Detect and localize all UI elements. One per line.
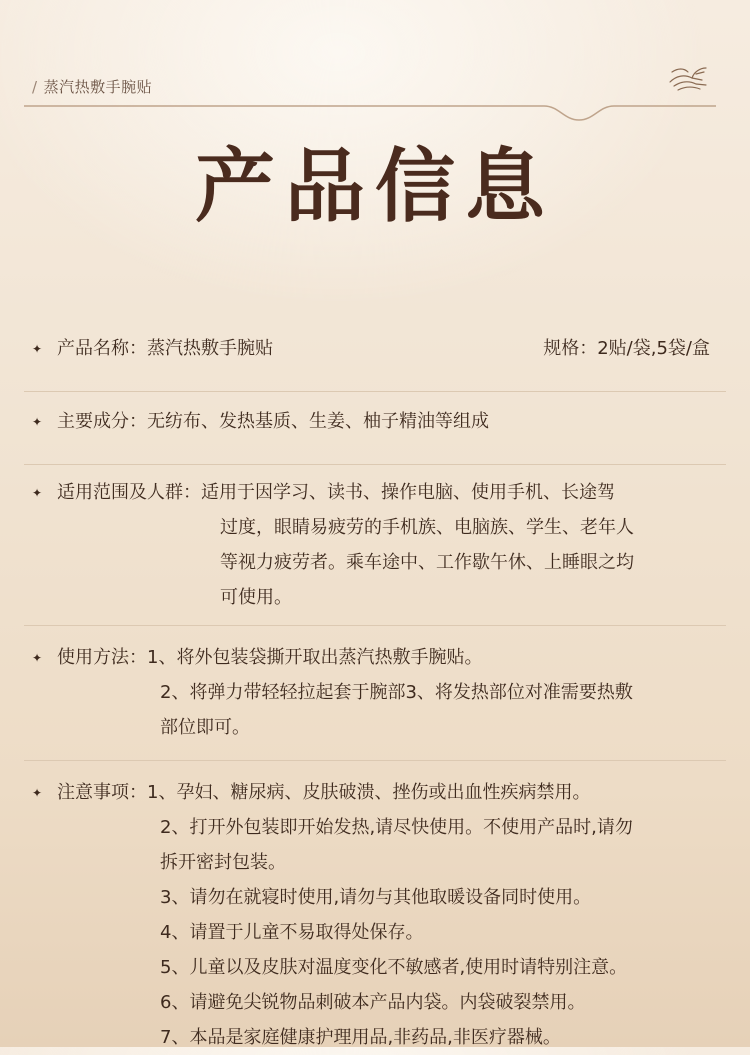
- notes-line: 7、本品是家庭健康护理用品,非药品,非医疗器械。: [160, 1027, 561, 1048]
- top-header: [24, 68, 716, 128]
- ingredients-row: [0, 392, 750, 464]
- notes-line: 6、请避免尖锐物品刺破本产品内袋。内袋破裂禁用。: [160, 992, 586, 1013]
- usage-line: 部位即可。: [160, 717, 250, 738]
- usage-line: 1、将外包装袋撕开取出蒸汽热敷手腕贴。: [147, 647, 483, 668]
- product-name-value: 蒸汽热敷手腕贴: [147, 338, 273, 359]
- notes-line: 5、儿童以及皮肤对温度变化不敏感者,使用时请特别注意。: [160, 957, 628, 978]
- product-name-row: [0, 318, 750, 391]
- notes-row: [0, 761, 750, 1055]
- scope-line: 等视力疲劳者。乘车途中、工作歇午休、上睡眼之均: [220, 552, 634, 573]
- notes-label: 注意事项：: [57, 782, 147, 803]
- brand-name: 蒸汽热敷手腕贴: [43, 78, 153, 96]
- notes-line: 4、请置于儿童不易取得处保存。: [160, 922, 424, 943]
- notes-line: 3、请勿在就寝时使用,请勿与其他取暖设备同时使用。: [160, 887, 592, 908]
- product-name-label: 产品名称：: [57, 338, 147, 359]
- usage-row: [0, 626, 750, 760]
- ingredients-label: 主要成分：: [57, 411, 147, 432]
- header-divider: [24, 102, 716, 124]
- bullet-icon: ✦: [32, 651, 43, 665]
- spec-value: 规格：2贴/袋,5袋/盒: [543, 338, 710, 359]
- scope-row: [0, 465, 750, 625]
- scope-line: 可使用。: [220, 587, 292, 608]
- page-title: 产品信息: [195, 140, 555, 233]
- hands-icon: [666, 62, 712, 96]
- usage-line: 2、将弹力带轻轻拉起套于腕部3、将发热部位对准需要热敷: [160, 682, 633, 703]
- bullet-icon: ✦: [32, 342, 43, 356]
- scope-label: 适用范围及人群：: [57, 482, 201, 503]
- info-list: [0, 318, 750, 1055]
- brand-label: / 蒸汽热敷手腕贴: [32, 78, 153, 96]
- scope-line: 适用于因学习、读书、操作电脑、使用手机、长途驾: [201, 482, 615, 503]
- bullet-icon: ✦: [32, 415, 43, 429]
- bullet-icon: ✦: [32, 786, 43, 800]
- bullet-icon: ✦: [32, 486, 43, 500]
- notes-line: 拆开密封包装。: [160, 852, 286, 873]
- usage-label: 使用方法：: [57, 647, 147, 668]
- ingredients-value: 无纺布、发热基质、生姜、柚子精油等组成: [147, 411, 489, 432]
- scope-line: 过度，眼睛易疲劳的手机族、电脑族、学生、老年人: [220, 517, 634, 538]
- notes-line: 2、打开外包装即开始发热,请尽快使用。不使用产品时,请勿: [160, 817, 633, 838]
- notes-line: 1、孕妇、糖尿病、皮肤破溃、挫伤或出血性疾病禁用。: [147, 782, 591, 803]
